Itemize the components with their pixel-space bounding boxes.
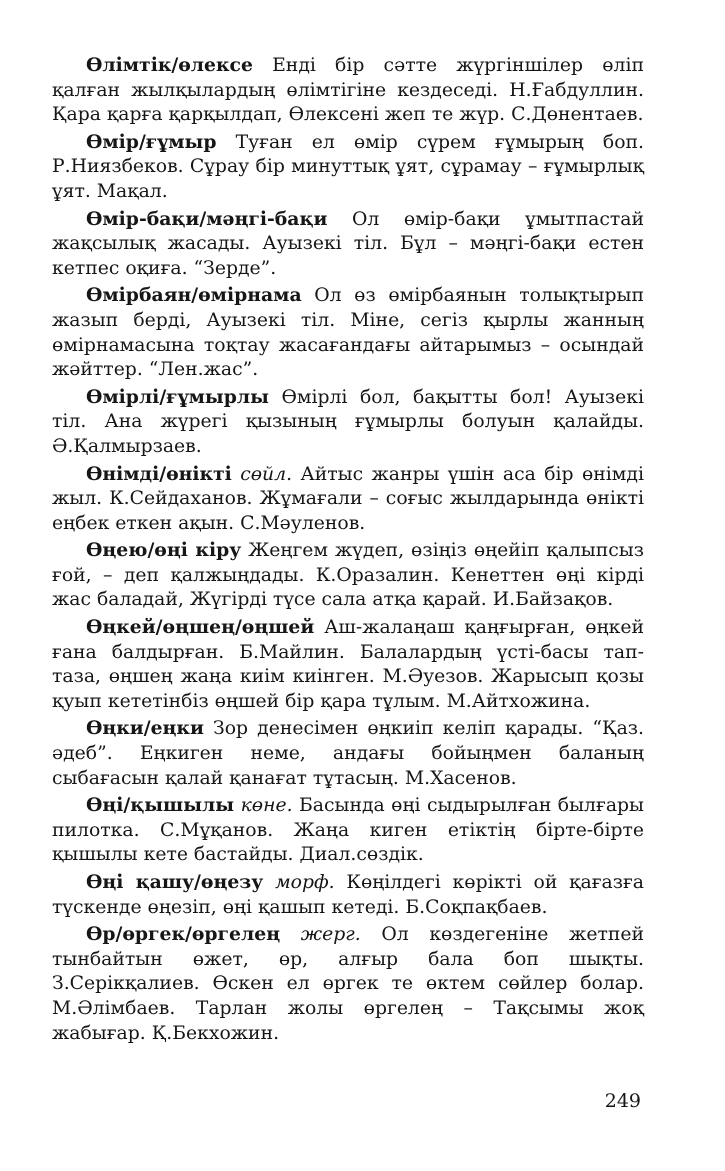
page-number: 249	[604, 1090, 641, 1112]
dictionary-entry	[52, 385, 644, 460]
entry-headword: Өмір/ғұмыр	[86, 130, 217, 153]
entry-text: Ол өз өмірбаянын толықтырып жазып берді, Ауызекі тіл. Міне, сегіз қырлы жанның өмірнамасына тоқтау жасағандағы айтарымыз – осындай жәйттер. “Лен.жас”.	[52, 285, 644, 381]
dictionary-entry	[52, 207, 644, 282]
entry-headword: Өмір-бақи/мәңгі-бақи	[86, 207, 328, 230]
dictionary-entry	[52, 870, 644, 920]
dictionary-entry	[52, 283, 644, 382]
entry-text: Аш-жалаңаш қаңғырған, өңкей ғана балдырған. Б.Майлин. Балалардың үсті-басы тап-таза, өңшең жаңа киім киінген. М.Әуезов. Жарысып қозы қуып кететінбіз өңшей бір қара тұлым. М.Айтхожина.	[52, 617, 644, 712]
dictionary-entry	[52, 130, 644, 205]
entry-usage-mark: көне.	[240, 795, 293, 817]
entry-text: Ол көздегеніне жетпей тынбайтын өжет, өр, алғыр бала боп шықты. З.Серікқалиев. Өскен ел өргек те өктем сөйлер болар. М.Әлімбаев. Тарлан жолы өргелең – Тақсымы жоқ жабығар. Қ.Бекхожин.	[52, 924, 644, 1044]
dictionary-entry	[52, 538, 644, 613]
dictionary-entry	[52, 53, 644, 128]
entry-usage-mark: жерг.	[300, 924, 361, 946]
entry-text: Басында өңі сыдырылған былғары пилотка. С.Мұқанов. Жаңа киген етіктің бірте-бірте қышылы кете бастайды. Диал.сөздік.	[52, 795, 644, 866]
dictionary-entry	[52, 793, 644, 868]
dictionary-entry	[52, 462, 644, 537]
entry-usage-mark: сөйл.	[240, 463, 293, 485]
entry-headword: Өңі қашу/өңезу	[86, 871, 264, 893]
entry-headword: Өр/өргек/өргелең	[86, 923, 281, 946]
entry-list	[52, 53, 644, 1048]
entry-text: Өмірлі бол, бақытты бол! Ауызекі тіл. Ана жүрегі қызының ғұмырлы болуын қалайды. Ә.Қалмырзаев.	[52, 386, 644, 457]
entry-text: Ол өмір-бақи ұмытпастай жақсылық жасады. Ауызекі тіл. Бұл – мәңгі-бақи естен кетпес оқиға. “Зерде”.	[52, 208, 644, 279]
entry-headword: Өмірлі/ғұмырлы	[86, 385, 269, 408]
entry-text: Зор денесімен өңкиіп келіп қарады. “Қаз. әдеб”. Еңкиген неме, андағы бойыңмен баланың сыбағасын қалай қанағат тұтасың. М.Хасенов.	[52, 718, 644, 789]
dictionary-entry	[52, 922, 644, 1046]
entry-usage-mark: морф.	[275, 872, 335, 893]
entry-text: Енді бір сәтте жүргіншілер өліп қалған жылқылардың өлімтігіне кездеседі. Н.Ғабдуллин. Қара қарға қарқылдап, Өлексені жеп те жүр. С.Дөнентаев.	[52, 55, 644, 126]
entry-headword: Өңі/қышылы	[86, 794, 235, 817]
entry-text: Айтыс жанры үшін аса бір өнімді жыл. К.Сейдаханов. Жұмағали – соғыс жылдарында өнікті еңбек еткен ақын. С.Мәуленов.	[52, 463, 644, 534]
entry-text: Жеңгем жүдеп, өзіңіз өңейіп қалыпсыз ғой, – деп қалжыңдады. К.Оразалин. Кенеттен өңі кірді жас баладай, Жүгірді түсе сала атқа қарай. И.Байзақов.	[52, 540, 644, 611]
dictionary-entry	[52, 716, 644, 791]
entry-headword: Өлімтік/өлексе	[86, 54, 253, 76]
entry-headword: Өңкей/өңшең/өңшей	[86, 616, 315, 639]
entry-headword: Өнімді/өнікті	[86, 462, 232, 485]
entry-headword: Өңки/еңки	[86, 717, 204, 740]
entry-headword: Өмірбаян/өмірнама	[86, 284, 302, 307]
dictionary-entry	[52, 615, 644, 714]
entry-text: Көңілдегі көрікті ой қағазға түскенде өңезіп, өңі қашып кетеді. Б.Соқпақбаев.	[52, 872, 644, 918]
entry-text: Туған ел өмір сүрем ғұмырың боп. Р.Ниязбеков. Сұрау бір минуттық ұят, сұрамау – ғұмырлық ұят. Мақал.	[52, 131, 644, 202]
entry-headword: Өңею/өңі кіру	[86, 539, 242, 562]
